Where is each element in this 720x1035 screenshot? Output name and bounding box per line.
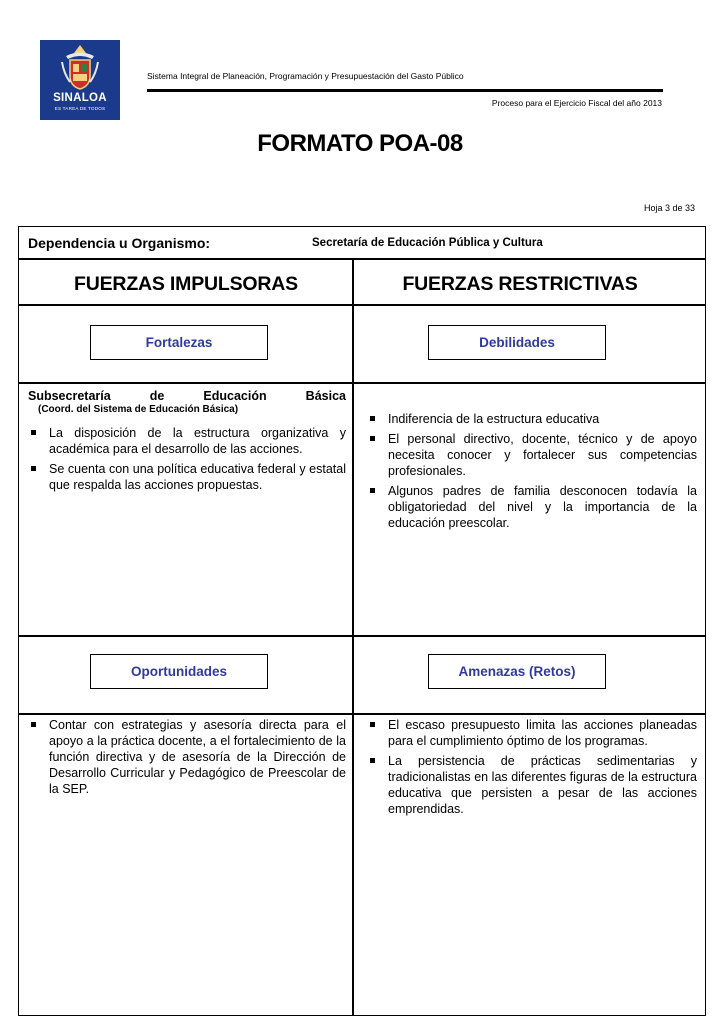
list-item bbox=[367, 483, 697, 531]
list-item-text: La persistencia de prácticas sedimentarias y tradicionalistas en las diferentes figuras de la estructura educativa que persisten a pesar de las acciones emprendidas. bbox=[388, 754, 697, 816]
list-item-text: Contar con estrategias y asesoría directa para el apoyo a la práctica docente, a el fortalecimiento de la función directiva y de asesoría de la Dirección de Desarrollo Curricular y Pedagógico de Preescolar de la SEP. bbox=[49, 718, 346, 796]
list-item bbox=[28, 717, 346, 797]
list-item-text: El escaso presupuesto limita las acciones planeadas para el cumplimiento óptimo de los programas. bbox=[388, 718, 697, 748]
format-title: FORMATO POA-08 bbox=[257, 130, 463, 157]
bullet-icon bbox=[31, 430, 36, 435]
logo-tagline: ES TAREA DE TODOS bbox=[54, 106, 106, 111]
list-item bbox=[367, 753, 697, 817]
subsecretaria-heading: Subsecretaría de Educación Básica bbox=[28, 389, 346, 403]
amenazas-list bbox=[367, 717, 697, 817]
process-year: Proceso para el Ejercicio Fiscal del año 2013 bbox=[491, 98, 662, 108]
list-item bbox=[28, 425, 346, 457]
sinaloa-logo bbox=[40, 40, 120, 120]
fortalezas-box: Fortalezas bbox=[90, 325, 268, 360]
bullet-icon bbox=[370, 722, 375, 727]
fuerzas-restrictivas-heading: FUERZAS RESTRICTIVAS bbox=[402, 273, 638, 295]
list-item bbox=[367, 411, 697, 427]
list-item bbox=[367, 431, 697, 479]
bullet-icon bbox=[370, 488, 375, 493]
fortalezas-content bbox=[28, 388, 346, 497]
column-divider bbox=[352, 258, 354, 1015]
debilidades-content bbox=[367, 411, 697, 535]
row-divider bbox=[19, 635, 705, 637]
list-item bbox=[367, 717, 697, 749]
list-item-text: El personal directivo, docente, técnico y de apoyo necesita conocer y fortalecer sus competencias profesionales. bbox=[388, 432, 697, 478]
oportunidades-list bbox=[28, 717, 346, 797]
bullet-icon bbox=[370, 436, 375, 441]
bullet-icon bbox=[31, 466, 36, 471]
dependency-value: Secretaría de Educación Pública y Cultura bbox=[312, 237, 543, 249]
debilidades-box: Debilidades bbox=[428, 325, 606, 360]
bullet-icon bbox=[31, 722, 36, 727]
bullet-icon bbox=[370, 416, 375, 421]
list-item bbox=[28, 461, 346, 493]
dependency-label: Dependencia u Organismo: bbox=[28, 235, 211, 251]
fortalezas-list bbox=[28, 425, 346, 493]
list-item-text: Se cuenta con una política educativa federal y estatal que respalda las acciones propuestas. bbox=[49, 462, 346, 492]
row-divider bbox=[19, 304, 705, 306]
logo-name: SINALOA bbox=[53, 92, 107, 104]
amenazas-box: Amenazas (Retos) bbox=[428, 654, 606, 689]
list-item-text: Algunos padres de familia desconocen todavía la obligatoriedad del nivel y la importancia de la educación preescolar. bbox=[388, 484, 697, 530]
coordination-note: (Coord. del Sistema de Educación Básica) bbox=[38, 404, 239, 415]
fuerzas-impulsoras-heading: FUERZAS IMPULSORAS bbox=[74, 273, 298, 295]
row-divider bbox=[19, 382, 705, 384]
oportunidades-box: Oportunidades bbox=[90, 654, 268, 689]
sheet-number: Hoja 3 de 33 bbox=[643, 203, 695, 213]
debilidades-list bbox=[367, 411, 697, 531]
swot-table bbox=[18, 226, 706, 1016]
oportunidades-content bbox=[28, 717, 346, 801]
bullet-icon bbox=[370, 758, 375, 763]
coat-of-arms-icon bbox=[40, 40, 120, 96]
list-item-text: La disposición de la estructura organizativa y académica para el desarrollo de las acciones. bbox=[49, 426, 346, 456]
list-item-text: Indiferencia de la estructura educativa bbox=[388, 412, 600, 426]
row-divider bbox=[19, 258, 705, 260]
row-divider bbox=[19, 713, 705, 715]
system-title: Sistema Integral de Planeación, Programación y Presupuestación del Gasto Público bbox=[147, 71, 464, 81]
header-divider bbox=[147, 89, 663, 92]
amenazas-content bbox=[367, 717, 697, 821]
